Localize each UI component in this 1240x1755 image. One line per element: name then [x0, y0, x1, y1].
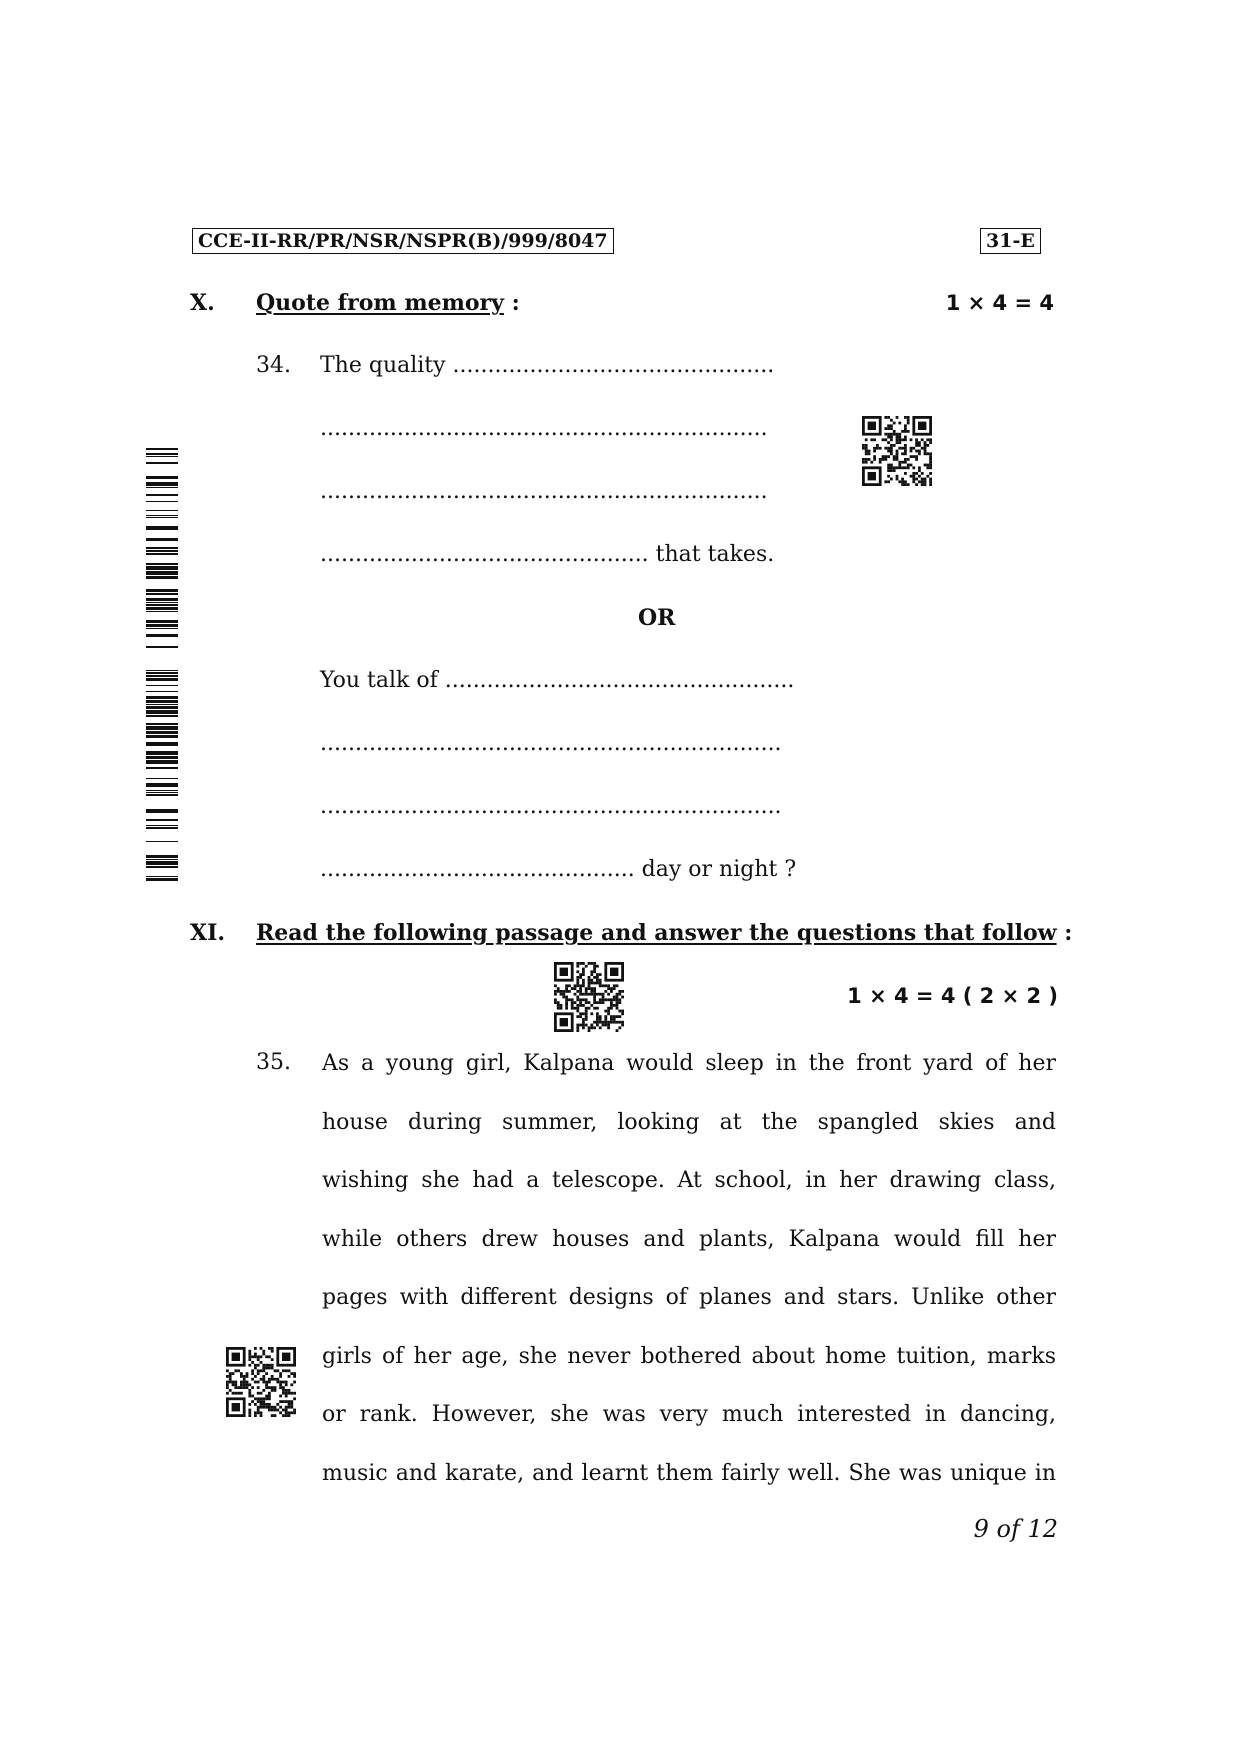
passage-line: music and karate, and learnt them fairly well. She was unique in	[322, 1460, 1056, 1486]
passage-line: As a young girl, Kalpana would sleep in the front yard of her	[322, 1051, 1056, 1076]
section-xi-number: XI.	[190, 920, 226, 946]
qr-code-image	[554, 962, 624, 1032]
page-number: 9 of 12	[973, 1515, 1058, 1543]
passage-line: wishing she had a telescope. At school, in her drawing class,	[322, 1168, 1056, 1193]
paper-code: CCE-II-RR/PR/NSR/NSPR(B)/999/8047	[198, 230, 608, 252]
barcode-image	[146, 448, 178, 884]
section-xi-title: Read the following passage and answer the questions that follow	[256, 920, 1057, 946]
section-x-colon: :	[503, 290, 520, 316]
quote-b-line-2: ..................................................................	[320, 731, 782, 756]
quote-b-line-3: ..................................................................	[320, 794, 782, 819]
section-xi-marks: 1 × 4 = 4 ( 2 × 2 )	[847, 984, 1058, 1008]
qr-code-image	[862, 416, 932, 486]
section-xi-colon: :	[1056, 920, 1073, 946]
passage-line: while others drew houses and plants, Kalpana would fill her	[322, 1226, 1056, 1252]
passage-line: house during summer, looking at the spangled skies and	[322, 1109, 1056, 1135]
quote-b-line-4: ............................................. day or night ?	[320, 857, 797, 882]
question-35-number: 35.	[256, 1050, 291, 1075]
passage-line: pages with different designs of planes and stars. Unlike other	[322, 1285, 1056, 1310]
quote-a-line-2: ................................................................	[320, 416, 768, 441]
or-separator: OR	[638, 605, 676, 631]
section-xi-heading	[256, 920, 1072, 946]
quote-a-line-4: ............................................... that takes.	[320, 542, 775, 567]
passage-line: or rank. However, she was very much interested in dancing,	[322, 1402, 1056, 1427]
quote-b-line-1: You talk of ..................................................	[320, 668, 795, 693]
section-x-title: Quote from memory	[256, 290, 504, 316]
question-34-number: 34.	[256, 353, 291, 378]
section-x-marks: 1 × 4 = 4	[945, 291, 1054, 315]
quote-a-line-1: The quality ..............................................	[320, 353, 775, 378]
paper-code-box	[192, 228, 614, 254]
paper-number: 31-E	[986, 230, 1035, 252]
section-x-heading	[256, 290, 520, 316]
qr-code-image	[226, 1347, 296, 1417]
section-x-number: X.	[190, 290, 215, 316]
quote-a-line-3: ................................................................	[320, 479, 768, 504]
passage	[322, 1035, 1056, 1503]
passage-line: girls of her age, she never bothered about home tuition, marks	[322, 1343, 1056, 1369]
paper-number-box	[980, 228, 1041, 254]
